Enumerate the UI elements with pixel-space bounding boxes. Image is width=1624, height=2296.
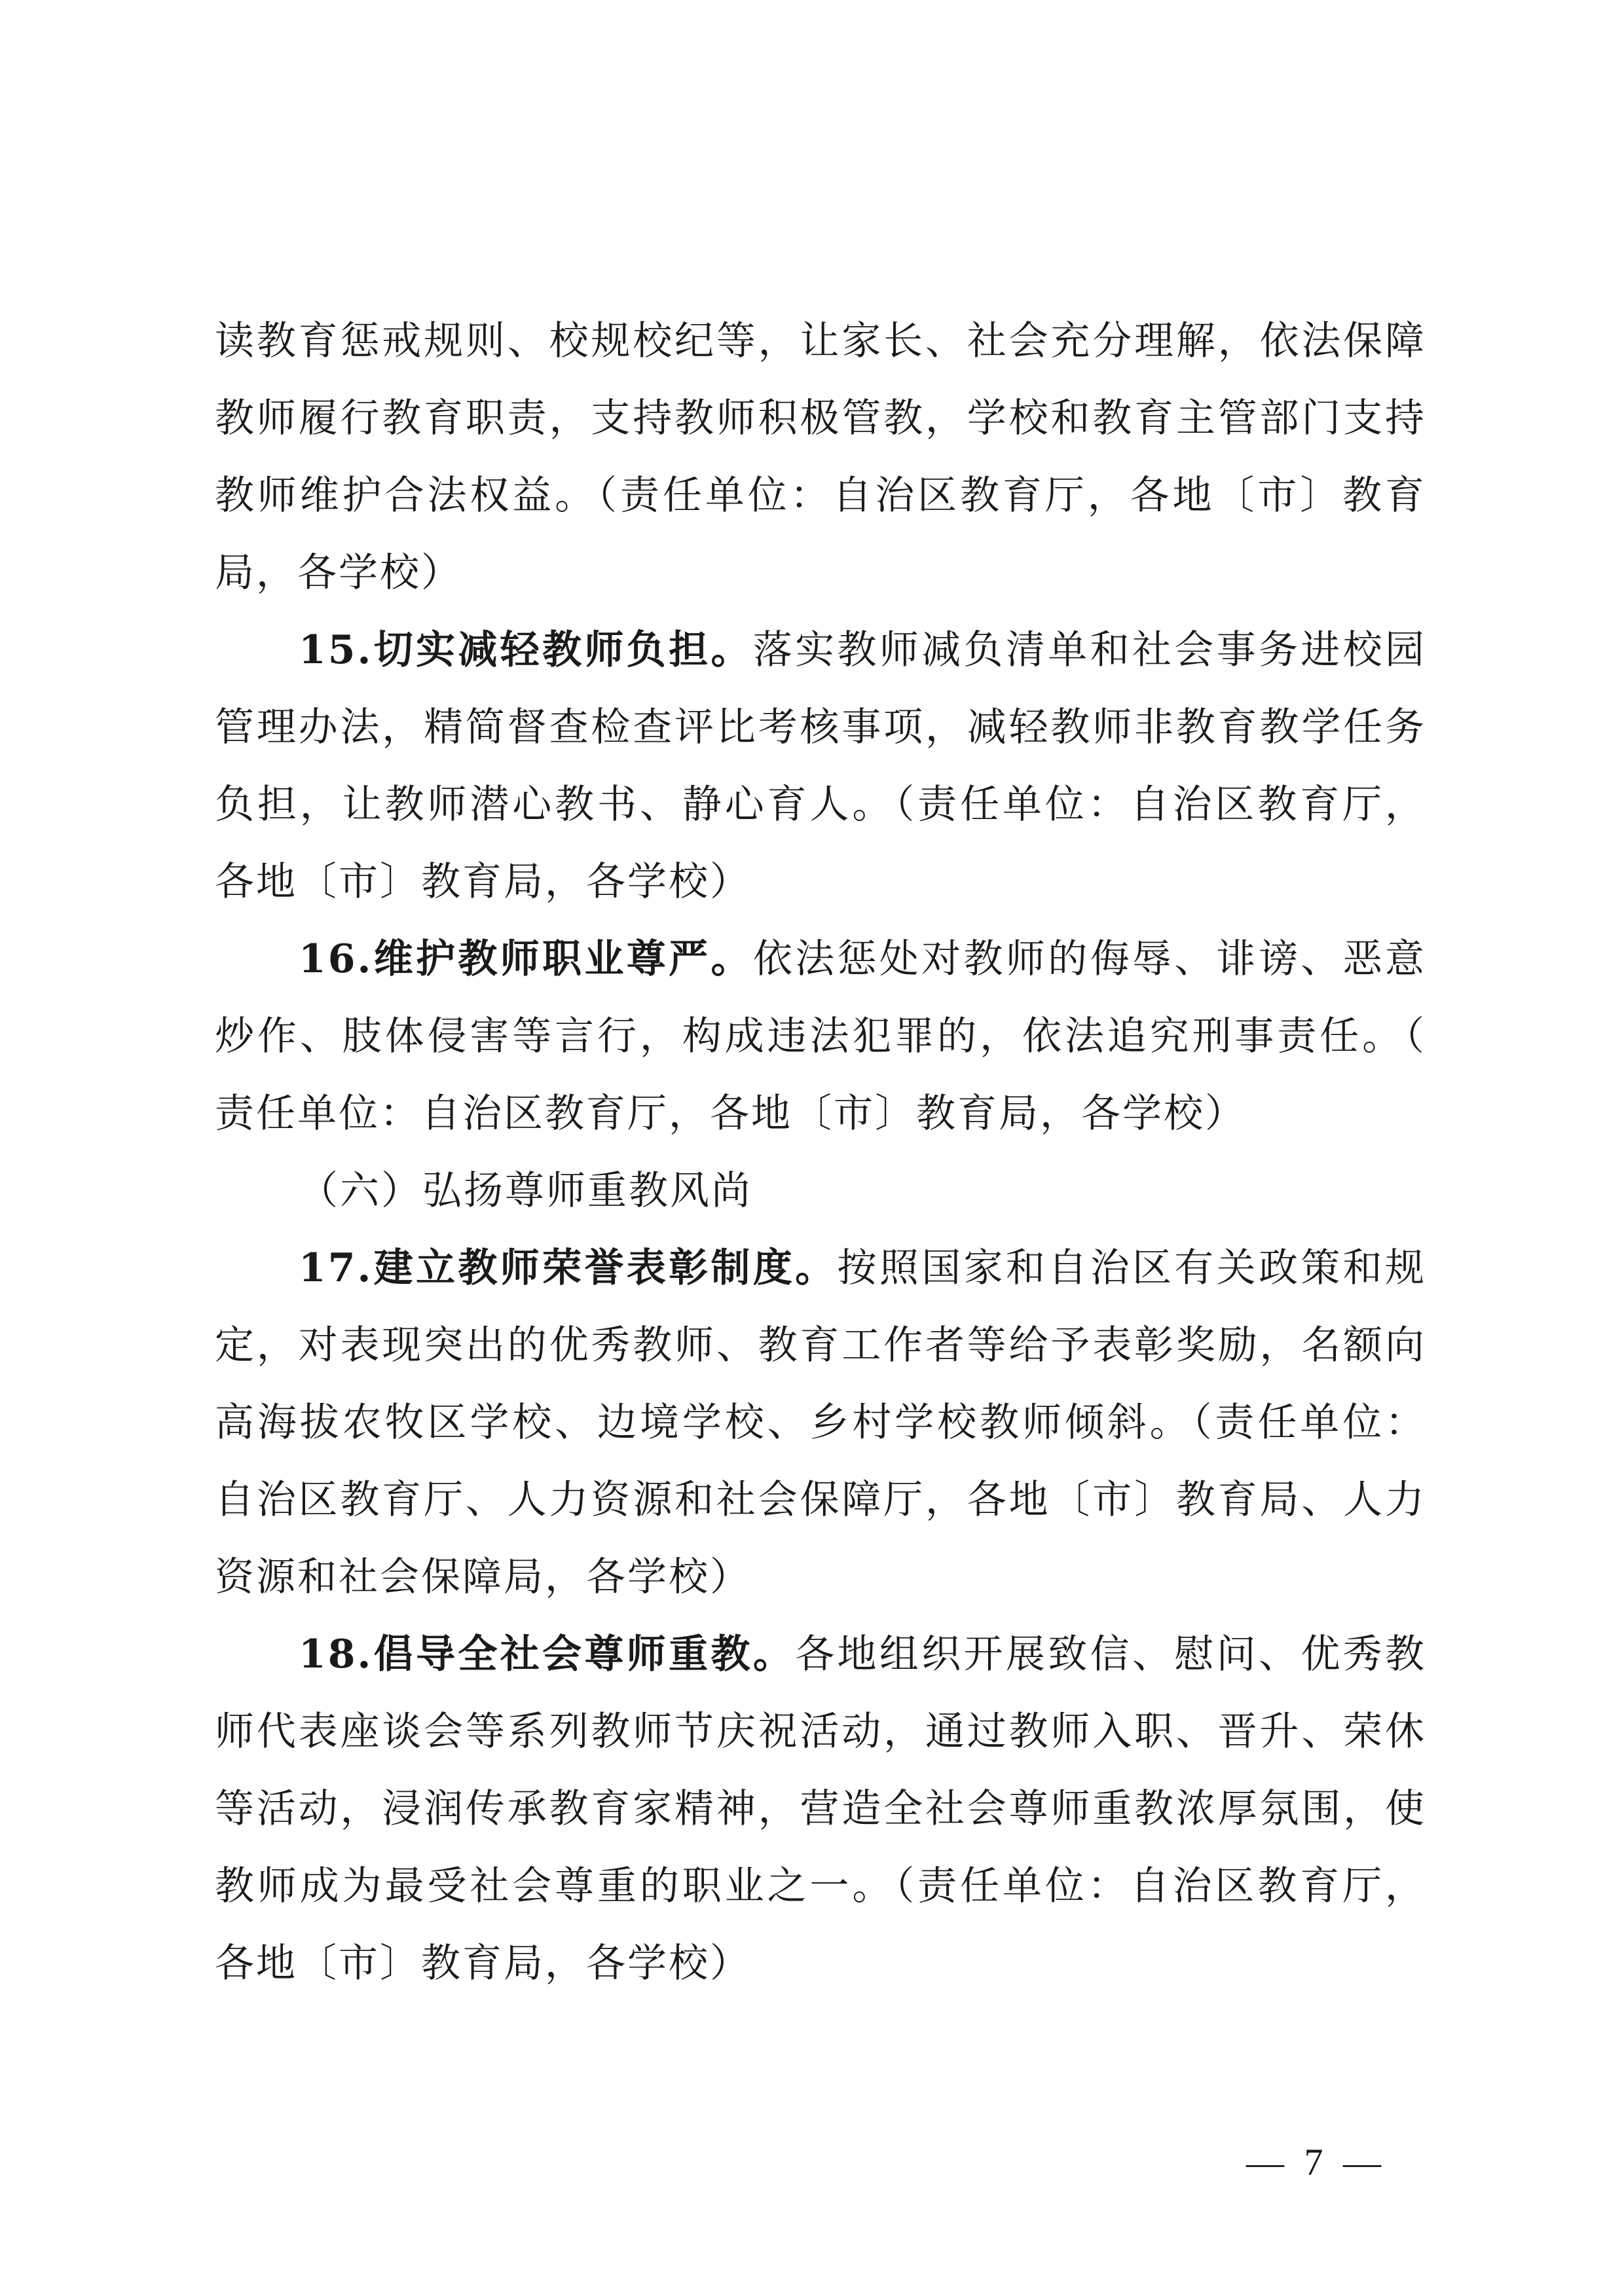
paragraph-item-15	[215, 611, 1426, 920]
page-number: — 7 —	[1246, 2141, 1386, 2183]
paragraph-text: 按照国家和自治区有关政策和规定，对表现突出的优秀教师、教育工作者等给予表彰奖励，名额向高海拔农牧区学校、边境学校、乡村学校教师倾斜。（责任单位：自治区教育厅、人力资源和社会保障厅，各地〔市〕教育局、人力资源和社会保障局，各学校）	[215, 1245, 1427, 1600]
item-heading: 17.建立教师荣誉表彰制度。	[299, 1245, 838, 1291]
item-heading: 15.切实减轻教师负担。	[299, 627, 753, 673]
section-heading-text: （六）弘扬尊师重教风尚	[299, 1168, 752, 1214]
paragraph-text: 读教育惩戒规则、校规校纪等，让家长、社会充分理解，依法保障教师履行教育职责，支持教师积极管教，学校和教育主管部门支持教师维护合法权益。（责任单位：自治区教育厅，各地〔市〕教育局，各学校）	[215, 318, 1426, 596]
paragraph-text: 依法惩处对教师的侮辱、诽谤、恶意炒作、肢体侵害等言行，构成违法犯罪的，依法追究刑事责任。（责任单位：自治区教育厅，各地〔市〕教育局，各学校）	[215, 936, 1426, 1137]
paragraph-continuation	[215, 302, 1426, 611]
document-body	[215, 302, 1426, 2002]
item-heading: 16.维护教师职业尊严。	[299, 936, 753, 982]
paragraph-text: 各地组织开展致信、慰问、优秀教师代表座谈会等系列教师节庆祝活动，通过教师入职、晋升、荣休等活动，浸润传承教育家精神，营造全社会尊师重教浓厚氛围，使教师成为最受社会尊重的职业之一。（责任单位：自治区教育厅，各地〔市〕教育局，各学校）	[215, 1631, 1427, 1986]
paragraph-item-16	[215, 920, 1426, 1152]
paragraph-text: 落实教师减负清单和社会事务进校园管理办法，精简督查检查评比考核事项，减轻教师非教育教学任务负担，让教师潜心教书、静心育人。（责任单位：自治区教育厅，各地〔市〕教育局，各学校）	[215, 627, 1426, 905]
paragraph-item-17	[215, 1230, 1426, 1616]
section-heading-6	[215, 1152, 1426, 1230]
item-heading: 18.倡导全社会尊师重教。	[299, 1631, 796, 1677]
paragraph-item-18	[215, 1616, 1426, 2002]
